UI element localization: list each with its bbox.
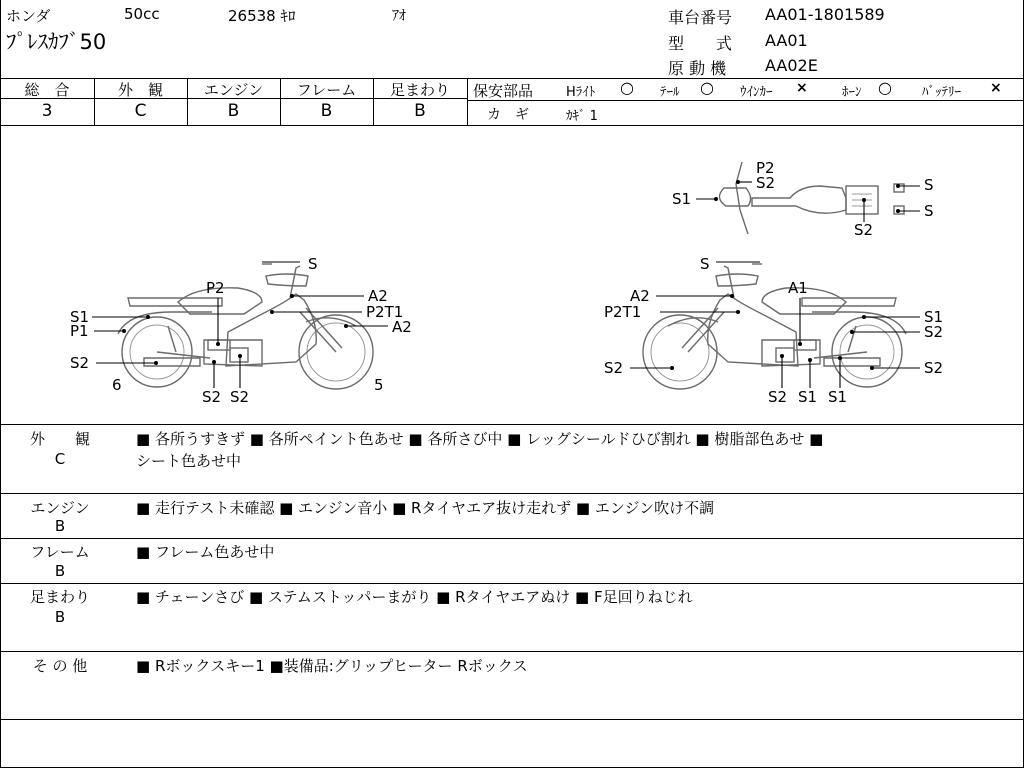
bike-right-side-view [643, 264, 906, 389]
maker: ホンダ [6, 7, 51, 25]
callout-p1: P1 [70, 322, 89, 340]
displacement: 50cc [124, 5, 160, 23]
model-name: ﾌﾟﾚｽｶﾌﾞ50 [6, 30, 107, 54]
remark-text-frame: ■ フレーム色あせ中 [136, 543, 275, 561]
safety-battery-label: ﾊﾞｯﾃﾘｰ [922, 85, 961, 100]
remark-grade-frame: B [54, 562, 66, 580]
callout-s1: S1 [672, 190, 692, 208]
remark-text-other: ■ Rボックスキー1 ■装備品:グリップヒーター Rボックス [136, 657, 528, 675]
safety-tail-label: ﾃｰﾙ [660, 85, 680, 100]
mileage: 26538 ｷﾛ [228, 7, 296, 25]
callout-s2: S2 [756, 174, 776, 192]
grade-value-overall: 3 [41, 101, 53, 121]
remark-label-suspension: 足まわり [29, 588, 90, 606]
color: ｱｵ [392, 8, 406, 24]
key-label: カ ギ [487, 107, 529, 123]
callout-6: 6 [112, 376, 122, 394]
remark-text-suspension: ■ チェーンさび ■ ステムストッパーまがり ■ Rタイヤエアぬけ ■ F足回りねじれ [136, 588, 693, 606]
safety-horn-mark: ○ [878, 78, 892, 97]
grade-label-exterior: 外 観 [117, 81, 163, 99]
rule-remarks [0, 583, 1024, 584]
callout-s1: S1 [798, 388, 818, 406]
rule-remarks [0, 493, 1024, 494]
callout-s1: S1 [70, 308, 90, 326]
callout-p2: P2 [756, 159, 775, 177]
grade-value-suspension: B [414, 101, 426, 121]
callout-s2: S2 [202, 388, 222, 406]
callout-a2: A2 [630, 287, 650, 305]
safety-headlight-label: Hﾗｲﾄ [566, 85, 596, 100]
callout-p2t1: P2T1 [604, 303, 642, 321]
callout-a2: A2 [368, 287, 388, 305]
remark-grade-exterior: C [54, 450, 66, 468]
safety-tail-mark: ○ [700, 78, 714, 97]
right-view-callouts [604, 255, 943, 406]
engine-label: 原 動 機 [668, 59, 727, 78]
left-view-callouts [70, 255, 412, 406]
grade-label-frame: フレーム [296, 81, 357, 99]
callout-s: S [924, 202, 934, 220]
safety-winker-mark: × [796, 80, 808, 96]
callout-s2: S2 [854, 221, 874, 239]
callout-p2t1: P2T1 [366, 303, 404, 321]
callout-s2: S2 [230, 388, 250, 406]
grade-value-engine: B [227, 101, 240, 121]
callout-s2: S2 [768, 388, 788, 406]
grade-label-overall: 総 合 [24, 81, 70, 99]
callout-s1: S1 [924, 308, 944, 326]
grade-label-engine: エンジン [203, 81, 264, 99]
bike-left-side-view [118, 264, 373, 389]
rule-remarks-top [0, 424, 1024, 425]
model-code: AA01 [765, 31, 808, 50]
grade-divider [467, 78, 468, 125]
top-view-callouts [672, 159, 934, 239]
callout-p2: P2 [206, 279, 225, 297]
callout-a1: A1 [788, 279, 808, 297]
grade-value-frame: B [320, 101, 333, 121]
callout-s2: S2 [924, 323, 944, 341]
rule-remarks [0, 651, 1024, 652]
remark-text-exterior: ■ 各所うすきず ■ 各所ペイント色あせ ■ 各所さび中 ■ レッグシールドひび割れ ■ 樹脂部色あせ ■ [136, 430, 824, 448]
bike-top-view [719, 162, 904, 234]
damage-diagram [0, 126, 1024, 424]
callout-s2: S2 [924, 359, 944, 377]
safety-horn-label: ﾎｰﾝ [842, 85, 862, 100]
callout-s1: S1 [828, 388, 848, 406]
key-value: ｶｷﾞ 1 [566, 109, 598, 124]
safety-battery-mark: × [990, 80, 1002, 96]
remark-grade-suspension: B [54, 608, 66, 626]
rule-remarks [0, 538, 1024, 539]
remark-label-other: そ の 他 [32, 657, 88, 675]
frame-no-label: 車台番号 [668, 8, 733, 27]
callout-a2: A2 [392, 318, 412, 336]
callout-s: S [308, 255, 318, 273]
remark-label-exterior: 外 観 [29, 430, 90, 448]
safety-label: 保安部品 [473, 82, 534, 100]
remark-text-engine: ■ 走行テスト未確認 ■ エンジン音小 ■ Rタイヤエア抜け走れず ■ エンジン吹け不調 [136, 499, 715, 517]
callout-s2: S2 [70, 354, 90, 372]
safety-headlight-mark: ○ [620, 78, 634, 97]
callout-s: S [700, 255, 710, 273]
remark-text-exterior-cont: シート色あせ中 [136, 452, 242, 470]
grade-label-suspension: 足まわり [389, 81, 450, 99]
rule-remarks [0, 719, 1024, 720]
remark-grade-engine: B [54, 517, 66, 535]
callout-s2: S2 [604, 359, 624, 377]
callout-5: 5 [374, 376, 384, 394]
model-label: 型 式 [668, 34, 733, 53]
rule-safety-mid [467, 100, 1024, 101]
safety-winker-label: ｳｲﾝｶｰ [740, 85, 773, 100]
engine-code: AA02E [765, 56, 818, 75]
grade-value-exterior: C [134, 101, 147, 121]
callout-s: S [924, 176, 934, 194]
remark-label-frame: フレーム [30, 543, 90, 561]
remark-label-engine: エンジン [30, 499, 90, 517]
frame-no: AA01-1801589 [765, 5, 885, 24]
